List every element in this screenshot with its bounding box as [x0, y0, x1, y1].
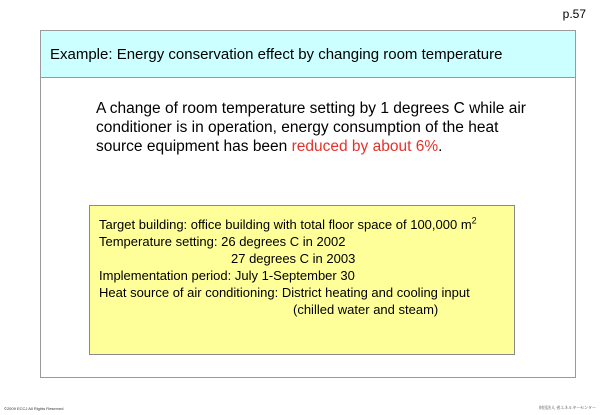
area-unit-superscript: 2 [471, 215, 477, 226]
page-number: p.57 [562, 7, 586, 21]
main-statement-text: A change of room temperature setting by 1 degrees C while air conditioner is in operation, energy consumption of the heat source equipment has been [96, 100, 526, 155]
slide-title: Example: Energy conservation effect by changing room temperature [50, 45, 503, 63]
temperature-setting-line: Temperature setting: 26 degrees C in 2002 [99, 234, 346, 249]
main-statement-end: . [438, 138, 443, 155]
footer-copyright: ©2009 ECCJ All Rights Reserved [4, 406, 64, 411]
title-bar [41, 31, 575, 78]
temperature-setting-line-2: 27 degrees C in 2003 [231, 251, 356, 266]
footer-organization: 財団法人 省エネルギーセンター [539, 405, 596, 410]
implementation-period-line: Implementation period: July 1-September 30 [99, 268, 355, 283]
heat-source-line: Heat source of air conditioning: District heating and cooling input [99, 285, 470, 300]
heat-source-line-2: (chilled water and steam) [293, 302, 439, 317]
info-box [89, 205, 515, 355]
target-building-line [99, 216, 514, 233]
target-building-text: Target building: office building with total floor space of 100,000 m [99, 217, 472, 232]
main-statement [96, 99, 526, 156]
slide-frame [40, 30, 576, 378]
main-statement-highlight: reduced by about 6% [291, 138, 439, 155]
